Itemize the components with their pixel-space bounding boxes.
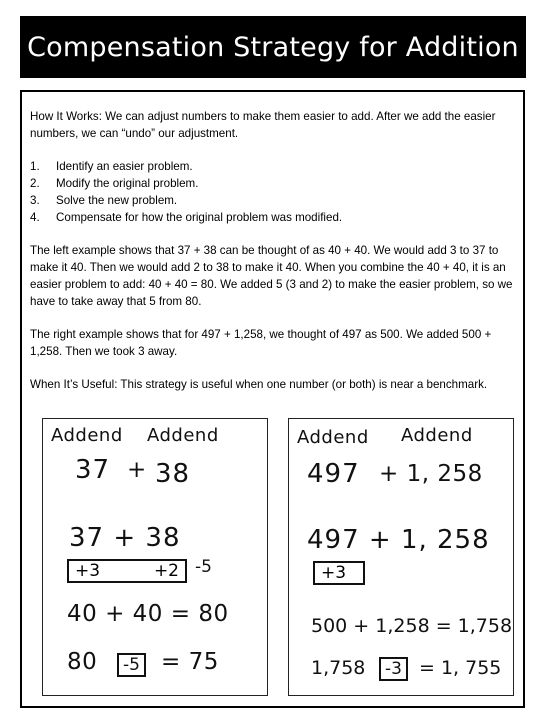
step-item bbox=[30, 209, 520, 226]
text-area bbox=[30, 108, 520, 393]
right-line1-addend-a: 497 bbox=[307, 459, 360, 489]
content-box bbox=[20, 90, 525, 708]
step-item bbox=[30, 175, 520, 192]
left-line1-plus: + bbox=[127, 457, 147, 483]
steps-list bbox=[30, 158, 520, 226]
right-header-addend-b: Addend bbox=[401, 425, 473, 446]
right-line1-addend-b: + 1, 258 bbox=[379, 461, 483, 487]
step-item bbox=[30, 192, 520, 209]
left-line2-equation: 37 + 38 bbox=[69, 523, 181, 553]
step-text: Compensate for how the original problem was modified. bbox=[56, 211, 343, 224]
step-number: 2. bbox=[30, 177, 40, 190]
right-example-panel bbox=[288, 418, 514, 696]
left-adjust-total: -5 bbox=[195, 557, 212, 577]
left-line1-addend-a: 37 bbox=[75, 455, 111, 485]
right-line4-end: = 1, 755 bbox=[419, 657, 502, 679]
when-useful-paragraph: When It’s Useful: This strategy is useful when one number (or both) is near a benchmark. bbox=[30, 378, 488, 391]
left-line4-boxed-value: -5 bbox=[117, 653, 146, 677]
step-text: Solve the new problem. bbox=[56, 194, 178, 207]
step-text: Modify the original problem. bbox=[56, 177, 199, 190]
step-item bbox=[30, 158, 520, 175]
step-number: 1. bbox=[30, 160, 40, 173]
left-explanation-paragraph: The left example shows that 37 + 38 can be thought of as 40 + 40. We would add 3 to 37 to make it 40. Then we would add 2 to 38 to make it 40. When you combine the 40 + 40, it is an easier problem to add: 40 + 40 = 80. We added 5 (3 and 2) to make the easier problem, so we have to take away that 5 from 80. bbox=[30, 244, 513, 308]
title-bar bbox=[20, 16, 526, 78]
left-line4-start: 80 bbox=[67, 649, 98, 675]
right-header-addend-a: Addend bbox=[297, 427, 369, 448]
right-adjust-box bbox=[313, 561, 365, 585]
right-adjust-a: +3 bbox=[321, 563, 347, 583]
left-adjust-a: +3 bbox=[75, 561, 101, 581]
right-line4-boxed-value: -3 bbox=[379, 657, 408, 681]
how-it-works-paragraph: How It Works: We can adjust numbers to make them easier to add. After we add the easier numbers, we can “undo” our adjustment. bbox=[30, 110, 496, 140]
left-line4-end: = 75 bbox=[161, 649, 219, 675]
right-line2-equation: 497 + 1, 258 bbox=[307, 525, 490, 555]
step-number: 4. bbox=[30, 211, 40, 224]
right-line3-equation: 500 + 1,258 = 1,758 bbox=[311, 615, 513, 637]
right-line4-start: 1,758 bbox=[311, 657, 366, 679]
left-adjust-box bbox=[67, 559, 187, 583]
left-adjust-b: +2 bbox=[153, 561, 179, 581]
left-line1-addend-b: 38 bbox=[155, 459, 191, 489]
step-number: 3. bbox=[30, 194, 40, 207]
left-line3-equation: 40 + 40 = 80 bbox=[67, 601, 229, 627]
left-example-panel bbox=[42, 418, 268, 696]
step-text: Identify an easier problem. bbox=[56, 160, 193, 173]
page-title: Compensation Strategy for Addition bbox=[27, 31, 519, 63]
right-explanation-paragraph: The right example shows that for 497 + 1,258, we thought of 497 as 500. We added 500 + 1,258. Then we took 3 away. bbox=[30, 328, 492, 358]
left-header-addend-b: Addend bbox=[147, 425, 219, 446]
left-header-addend-a: Addend bbox=[51, 425, 123, 446]
